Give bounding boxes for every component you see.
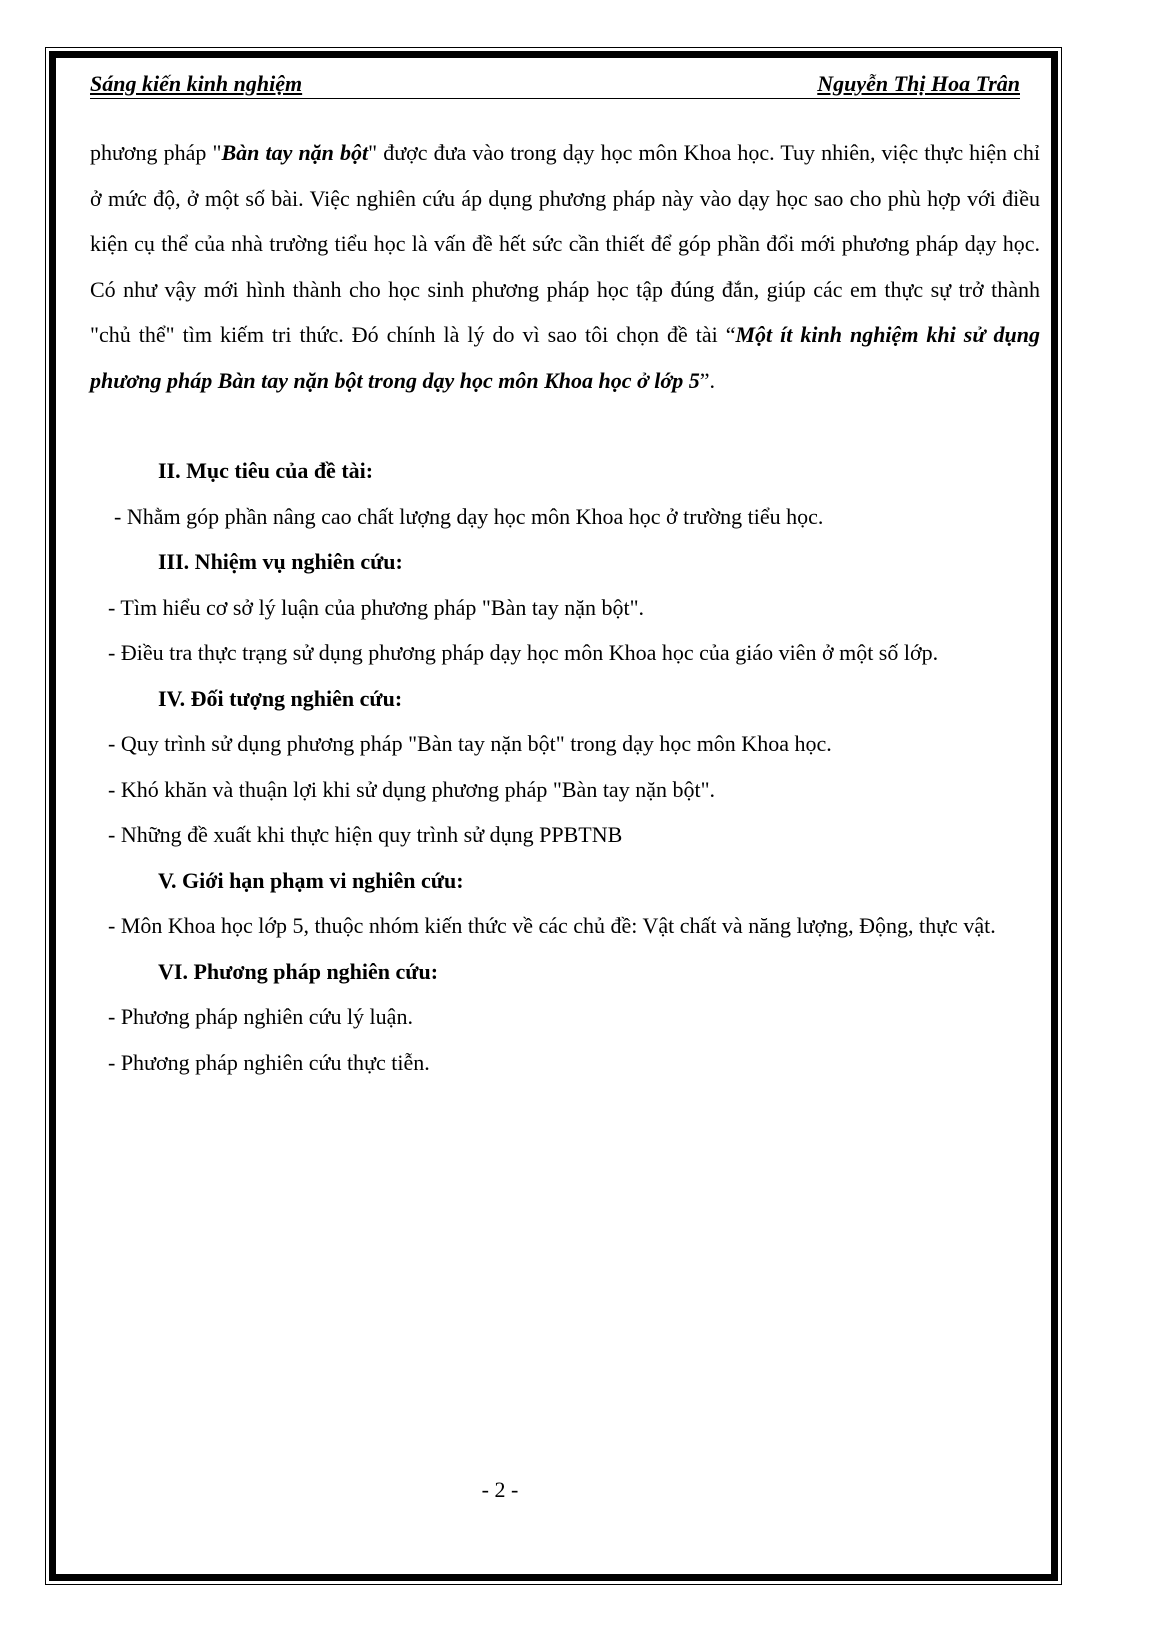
page-number: - 2 - bbox=[481, 1477, 519, 1502]
page-content bbox=[90, 130, 1040, 1085]
section-heading-scope: V. Giới hạn phạm vi nghiên cứu: bbox=[158, 867, 464, 893]
intro-text-1: phương pháp " bbox=[90, 140, 222, 165]
intro-text-2: " được đưa vào trong dạy học môn Khoa học. Tuy nhiên, việc thực hiện chỉ ở mức độ, ở một số bài. Việc nghiên cứu áp dụng phương pháp này vào dạy học sao cho phù hợp với điều kiện cụ thể của nhà trường tiểu học là vấn đề hết sức cần thiết để góp phần đổi mới phương pháp dạy học. Có như vậy mới hình thành cho học sinh phương pháp học tập đúng đắn, giúp các em thực sự trở thành "chủ thể" tìm kiếm tri thức. Đó chính là lý do vì sao tôi chọn đề tài “ bbox=[90, 140, 1041, 347]
section-heading-subjects: IV. Đối tượng nghiên cứu: bbox=[158, 685, 403, 711]
list-item: - Những đề xuất khi thực hiện quy trình sử dụng PPBTNB bbox=[108, 822, 623, 847]
section-heading-tasks: III. Nhiệm vụ nghiên cứu: bbox=[158, 549, 403, 574]
topic-title: Một ít kinh nghiệm khi sử dụng phương pháp Bàn tay nặn bột trong dạy học môn Khoa học ở lớp 5 bbox=[90, 322, 1040, 393]
header-document-type: Sáng kiến kinh nghiệm bbox=[90, 71, 303, 96]
section-heading-objectives: II. Mục tiêu của đề tài: bbox=[158, 458, 374, 483]
intro-paragraph bbox=[90, 130, 1040, 403]
list-item: - Quy trình sử dụng phương pháp "Bàn tay nặn bột" trong dạy học môn Khoa học. bbox=[108, 731, 832, 756]
list-item: - Môn Khoa học lớp 5, thuộc nhóm kiến thức về các chủ đề: Vật chất và năng lượng, Động, thực vật. bbox=[108, 913, 996, 938]
list-item: - Điều tra thực trạng sử dụng phương pháp dạy học môn Khoa học của giáo viên ở một số lớp. bbox=[108, 640, 939, 665]
list-item: - Nhằm góp phần nâng cao chất lượng dạy học môn Khoa học ở trường tiểu học. bbox=[114, 503, 824, 529]
spacer bbox=[90, 403, 1040, 448]
intro-text-end: ”. bbox=[699, 367, 715, 393]
list-item: - Tìm hiểu cơ sở lý luận của phương pháp "Bàn tay nặn bột". bbox=[108, 594, 645, 620]
list-item: - Khó khăn và thuận lợi khi sử dụng phương pháp "Bàn tay nặn bột". bbox=[108, 776, 716, 802]
list-item: - Phương pháp nghiên cứu thực tiễn. bbox=[108, 1049, 430, 1075]
header-author: Nguyễn Thị Hoa Trân bbox=[817, 71, 1020, 96]
section-heading-methods: VI. Phương pháp nghiên cứu: bbox=[158, 958, 439, 984]
list-item: - Phương pháp nghiên cứu lý luận. bbox=[108, 1004, 413, 1029]
running-header bbox=[90, 68, 1020, 99]
intro-emphasis: Bàn tay nặn bột bbox=[221, 140, 369, 165]
